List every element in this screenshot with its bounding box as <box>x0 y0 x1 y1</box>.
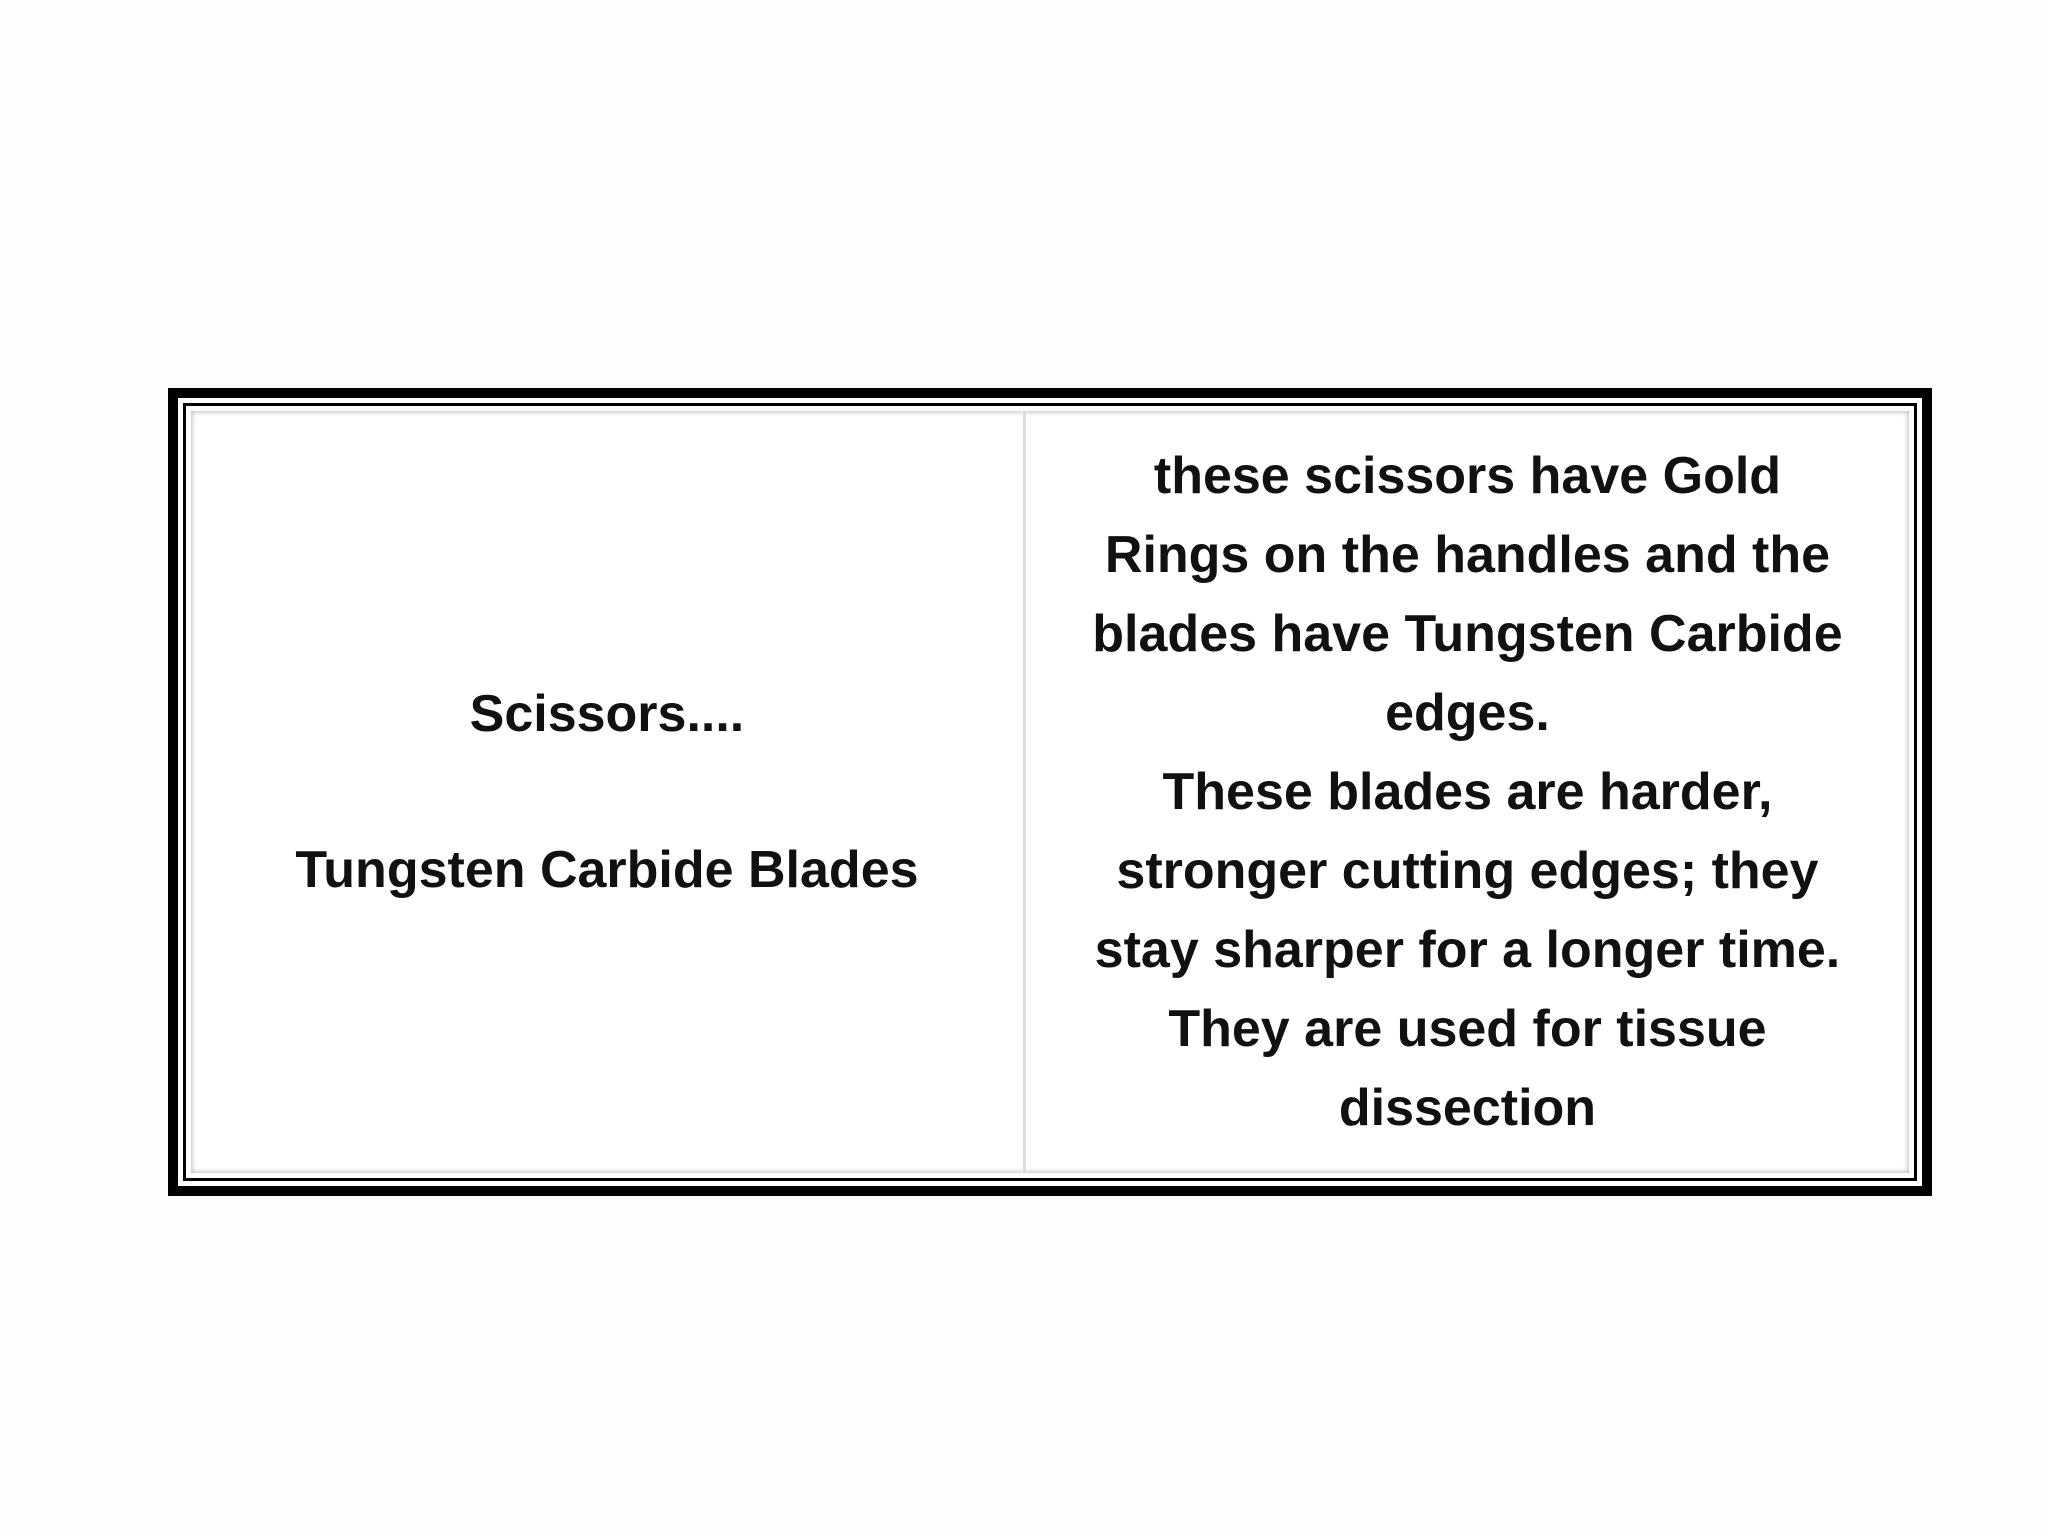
right-cell-line: They are used for tissue <box>1168 999 1767 1058</box>
table-row <box>191 411 1909 1173</box>
bordered-table-frame <box>168 388 1932 1196</box>
left-cell-subtitle: Tungsten Carbide Blades <box>295 841 919 899</box>
frame-inner-border <box>183 403 1917 1181</box>
right-cell-line: these scissors have Gold <box>1153 446 1782 505</box>
right-cell-line: stronger cutting edges; they <box>1116 841 1819 900</box>
right-cell <box>1026 411 1909 1173</box>
right-cell-line: dissection <box>1338 1078 1597 1137</box>
content-table <box>191 411 1909 1173</box>
right-cell-line: blades have Tungsten Carbide <box>1092 604 1843 663</box>
right-cell-line: edges. <box>1385 683 1550 742</box>
right-cell-line: Rings on the handles and the <box>1104 525 1831 584</box>
frame-gap <box>178 398 1922 1186</box>
right-cell-line: These blades are harder, <box>1162 762 1773 821</box>
left-cell-spacer <box>211 753 1003 831</box>
left-cell-title: Scissors.... <box>469 685 745 743</box>
left-cell <box>191 411 1026 1173</box>
right-cell-line: stay sharper for a longer time. <box>1094 920 1841 979</box>
